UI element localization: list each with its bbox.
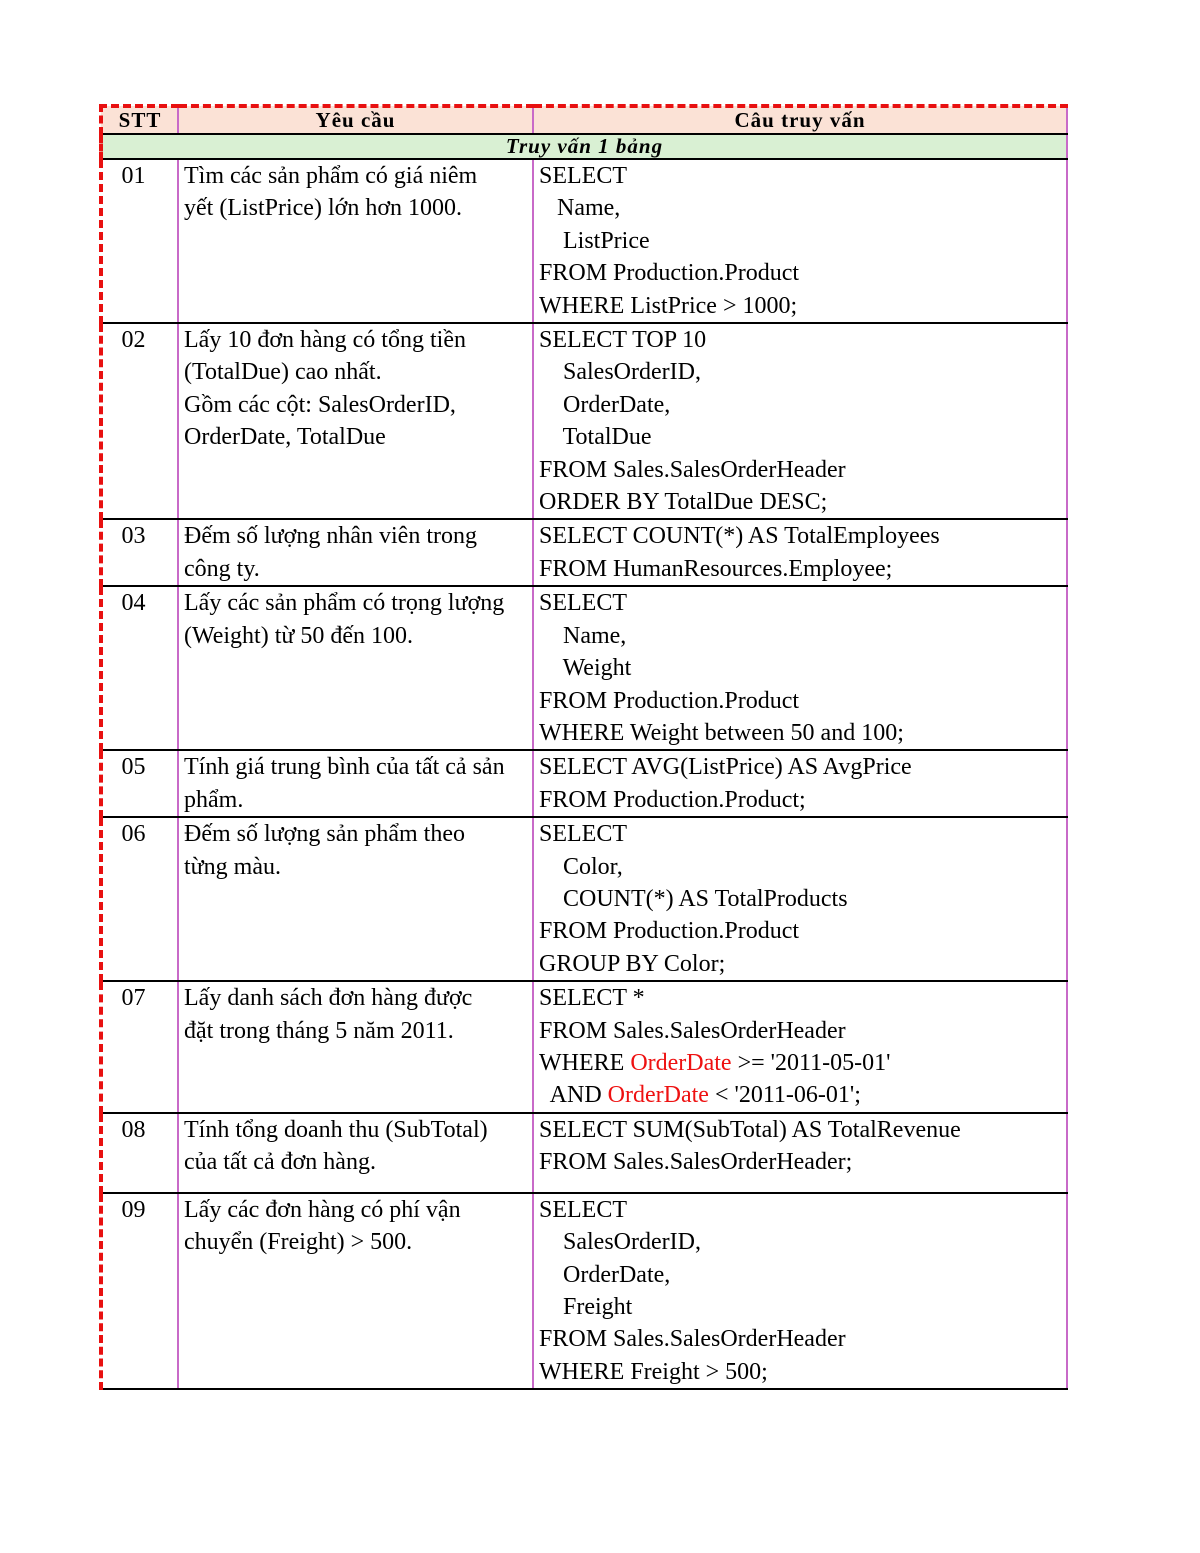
requirement-line: yết (ListPrice) lớn hơn 1000.: [184, 195, 463, 222]
query-line: Name,: [539, 195, 621, 222]
query-line: OrderDate,: [539, 1261, 671, 1288]
requirement-cell: [178, 817, 533, 981]
query-line: FROM Sales.SalesOrderHeader: [539, 1326, 846, 1353]
requirement-line: từng màu.: [184, 853, 281, 880]
query-table: [99, 104, 1068, 1390]
query-line: ORDER BY TotalDue DESC;: [539, 489, 828, 516]
highlighted-column: OrderDate: [630, 1049, 732, 1076]
row-number: 03: [101, 519, 178, 586]
requirement-cell: [178, 750, 533, 817]
query-line: [539, 1047, 1061, 1079]
query-line: Freight: [539, 1294, 633, 1320]
query-cell: [533, 159, 1067, 323]
requirement-line: Lấy các đơn hàng có phí vận: [184, 1196, 461, 1223]
requirement-line: Gồm các cột: SalesOrderID,: [184, 391, 456, 418]
query-line: OrderDate,: [539, 391, 671, 418]
query-line: TotalDue: [539, 424, 652, 451]
table-row: [101, 981, 1067, 1113]
requirement-line: Đếm số lượng nhân viên trong: [184, 523, 477, 550]
row-number: 07: [101, 981, 178, 1113]
requirement-line: Tính giá trung bình của tất cả sản: [184, 754, 505, 781]
table-row: [101, 159, 1067, 323]
requirement-cell: [178, 981, 533, 1113]
requirement-line: (Weight) từ 50 đến 100.: [184, 622, 414, 649]
query-cell: [533, 519, 1067, 586]
query-cell: [533, 750, 1067, 817]
requirement-cell: [178, 159, 533, 323]
query-line: ListPrice: [539, 227, 650, 254]
requirement-line: Tìm các sản phẩm có giá niêm: [184, 163, 478, 189]
row-number: 04: [101, 586, 178, 750]
query-line: FROM Sales.SalesOrderHeader: [539, 456, 846, 483]
row-number: 01: [101, 159, 178, 323]
header-cau-truy-van: Câu truy vấn: [533, 106, 1067, 134]
query-cell: [533, 1113, 1067, 1193]
query-line: [539, 1079, 1061, 1111]
requirement-line: Lấy các sản phẩm có trọng lượng: [184, 590, 505, 617]
query-line: SELECT AVG(ListPrice) AS AvgPrice: [539, 754, 912, 781]
row-number: 05: [101, 750, 178, 817]
section-title: Truy vấn 1 bảng: [101, 134, 1067, 159]
query-line: SELECT: [539, 821, 627, 848]
requirement-cell: [178, 1113, 533, 1193]
table-row: [101, 817, 1067, 981]
table-row: [101, 519, 1067, 586]
row-number: 06: [101, 817, 178, 981]
query-line: SELECT: [539, 1196, 627, 1223]
requirement-line: Tính tổng doanh thu (SubTotal): [184, 1116, 488, 1143]
query-line: COUNT(*) AS TotalProducts: [539, 885, 848, 912]
query-line: SELECT SUM(SubTotal) AS TotalRevenue: [539, 1116, 961, 1143]
query-line: FROM HumanResources.Employee;: [539, 555, 893, 582]
query-line: SalesOrderID,: [539, 359, 701, 386]
query-fragment: AND: [539, 1082, 608, 1109]
requirement-line: phẩm.: [184, 786, 244, 813]
query-line: FROM Sales.SalesOrderHeader: [539, 1017, 846, 1044]
query-line: FROM Production.Product: [539, 687, 800, 714]
query-fragment: >= '2011-05-01': [731, 1049, 891, 1076]
query-line: SalesOrderID,: [539, 1229, 701, 1256]
query-cell: [533, 586, 1067, 750]
query-line: Weight: [539, 655, 632, 682]
query-line: WHERE Weight between 50 and 100;: [539, 719, 904, 746]
row-number: 02: [101, 323, 178, 519]
query-cell: [533, 323, 1067, 519]
requirement-cell: [178, 586, 533, 750]
query-line: GROUP BY Color;: [539, 950, 726, 977]
requirement-line: OrderDate, TotalDue: [184, 424, 386, 451]
query-line: SELECT TOP 10: [539, 327, 707, 354]
query-line: SELECT COUNT(*) AS TotalEmployees: [539, 523, 940, 550]
highlighted-column: OrderDate: [607, 1082, 709, 1109]
query-line: SELECT *: [539, 985, 645, 1012]
query-line: FROM Production.Product: [539, 260, 800, 287]
requirement-line: Lấy danh sách đơn hàng được: [184, 985, 473, 1012]
query-line: FROM Sales.SalesOrderHeader;: [539, 1149, 853, 1176]
query-line: WHERE ListPrice > 1000;: [539, 292, 798, 319]
table-row: [101, 586, 1067, 750]
table-row: [101, 1193, 1067, 1389]
query-fragment: WHERE: [539, 1049, 631, 1076]
query-cell: [533, 1193, 1067, 1389]
requirement-line: Đếm số lượng sản phẩm theo: [184, 821, 465, 848]
query-line: Name,: [539, 622, 627, 649]
requirement-line: của tất cả đơn hàng.: [184, 1149, 376, 1176]
query-cell: [533, 817, 1067, 981]
requirement-line: Lấy 10 đơn hàng có tổng tiền: [184, 327, 466, 354]
header-stt: STT: [101, 106, 178, 134]
requirement-cell: [178, 1193, 533, 1389]
table-row: [101, 750, 1067, 817]
query-line: SELECT: [539, 163, 627, 189]
header-yeu-cau: Yêu cầu: [178, 106, 533, 134]
query-line: Color,: [539, 853, 623, 880]
header-row: [101, 106, 1067, 134]
requirement-cell: [178, 323, 533, 519]
query-line: WHERE Freight > 500;: [539, 1358, 768, 1385]
requirement-cell: [178, 519, 533, 586]
query-cell: [533, 981, 1067, 1113]
row-number: 08: [101, 1113, 178, 1193]
requirement-line: (TotalDue) cao nhất.: [184, 359, 382, 386]
query-fragment: < '2011-06-01';: [708, 1082, 861, 1109]
query-line: FROM Production.Product;: [539, 786, 806, 813]
requirement-line: đặt trong tháng 5 năm 2011.: [184, 1017, 454, 1044]
query-line: FROM Production.Product: [539, 918, 800, 945]
requirement-line: chuyển (Freight) > 500.: [184, 1229, 413, 1256]
query-line: SELECT: [539, 590, 627, 617]
section-row: [101, 134, 1067, 159]
row-number: 09: [101, 1193, 178, 1389]
requirement-line: công ty.: [184, 555, 260, 582]
table-row: [101, 323, 1067, 519]
table-row: [101, 1113, 1067, 1193]
